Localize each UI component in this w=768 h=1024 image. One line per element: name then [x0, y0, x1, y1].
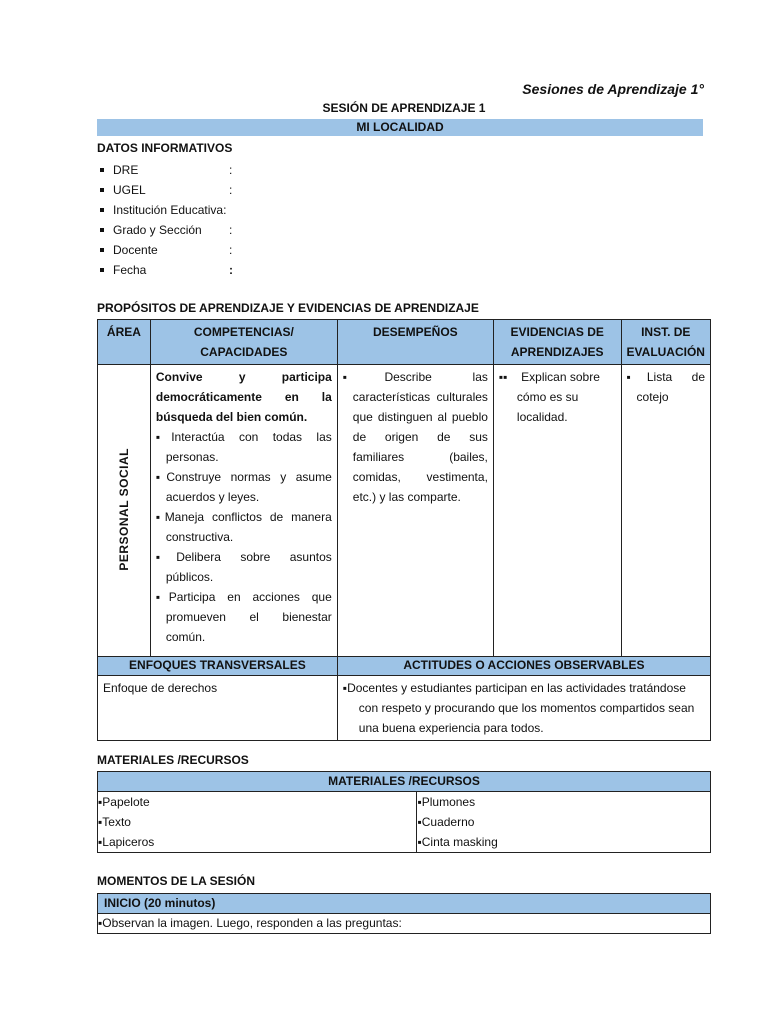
competencias-cell: [150, 365, 337, 657]
propositos-table: [97, 319, 711, 741]
col-header-evidencias: EVIDENCIAS DE APRENDIZAJES: [493, 320, 621, 365]
bullet-icon: [100, 168, 104, 172]
momentos-heading: MOMENTOS DE LA SESIÓN: [97, 874, 256, 888]
evidencias-cell: [493, 365, 621, 657]
inicio-step: [98, 914, 711, 934]
bullet-icon: [100, 228, 104, 232]
materiales-heading: MATERIALES /RECURSOS: [97, 753, 249, 767]
materiales-right-cell: [417, 792, 711, 853]
enfoque-cell: Enfoque de derechos: [98, 676, 338, 741]
running-title: Sesiones de Aprendizaje 1°: [522, 81, 704, 97]
col-header-instrumento: INST. DE EVALUACIÓN: [621, 320, 710, 365]
competencia-title: Convive y participa democráticamente en la búsqueda del bien común.: [155, 370, 332, 424]
area-label: PERSONAL SOCIAL: [116, 447, 131, 571]
desempenos-cell: [337, 365, 493, 657]
capacidad-item: ▪ Interactúa con todas las personas.: [156, 427, 332, 467]
enfoques-header: ENFOQUES TRANSVERSALES: [98, 657, 338, 676]
datos-item: UGEL :: [97, 180, 233, 200]
bullet-icon: [100, 208, 104, 212]
material-item: ▪ Lapiceros: [98, 832, 416, 852]
momentos-table: [97, 893, 711, 934]
session-name-bar: MI LOCALIDAD: [97, 119, 703, 136]
area-cell: [98, 365, 151, 657]
desempeno-item: ▪ Describe las características culturales que distinguen al pueblo de origen de sus familiares (bailes, comidas, vestimenta, etc.) y las comparte.: [343, 367, 488, 507]
datos-list: [97, 160, 233, 280]
material-item: ▪ Cuaderno: [417, 812, 710, 832]
col-header-desempenos: DESEMPEÑOS: [337, 320, 493, 365]
bullet-icon: [100, 188, 104, 192]
actitud-item: ▪ Docentes y estudiantes participan en las actividades tratándose con respeto y procurando que los momentos compartidos sean una buena experiencia para todos.: [343, 678, 705, 738]
actitud-cell: [337, 676, 710, 741]
datos-item: Fecha :: [97, 260, 233, 280]
materiales-table-header: MATERIALES /RECURSOS: [98, 772, 711, 792]
datos-heading: DATOS INFORMATIVOS: [97, 141, 233, 155]
col-header-area: ÁREA: [98, 320, 151, 365]
bullet-icon: [100, 268, 104, 272]
capacidad-item: ▪ Delibera sobre asuntos públicos.: [156, 547, 332, 587]
col-header-competencias: COMPETENCIAS/ CAPACIDADES: [150, 320, 337, 365]
inicio-header: INICIO (20 minutos): [98, 894, 711, 914]
datos-item: Docente :: [97, 240, 233, 260]
material-item: ▪ Papelote: [98, 792, 416, 812]
session-title: SESIÓN DE APRENDIZAJE 1: [322, 101, 486, 115]
capacidad-item: ▪ Maneja conflictos de manera constructiva.: [156, 507, 332, 547]
datos-item: Grado y Sección :: [97, 220, 233, 240]
evidencia-item: ▪ ▪ Explican sobre cómo es su localidad.: [499, 367, 616, 427]
step-item: ▪ Observan la imagen. Luego, responden a las preguntas:: [98, 914, 710, 933]
bullet-icon: ▪: [503, 370, 508, 384]
materiales-table: [97, 771, 711, 853]
actitudes-header: ACTITUDES O ACCIONES OBSERVABLES: [337, 657, 710, 676]
material-item: ▪ Cinta masking: [417, 832, 710, 852]
datos-item: Institución Educativa:: [97, 200, 233, 220]
bullet-icon: [100, 248, 104, 252]
material-item: ▪ Plumones: [417, 792, 710, 812]
capacidad-item: ▪ Participa en acciones que promueven el bienestar común.: [156, 587, 332, 647]
capacidad-item: ▪ Construye normas y asume acuerdos y leyes.: [156, 467, 332, 507]
instrumento-item: ▪ Lista de cotejo: [627, 367, 705, 407]
propositos-heading: PROPÓSITOS DE APRENDIZAJE Y EVIDENCIAS DE APRENDIZAJE: [97, 301, 479, 315]
materiales-left-cell: [98, 792, 417, 853]
material-item: ▪ Texto: [98, 812, 416, 832]
instrumento-cell: [621, 365, 710, 657]
datos-item: DRE :: [97, 160, 233, 180]
